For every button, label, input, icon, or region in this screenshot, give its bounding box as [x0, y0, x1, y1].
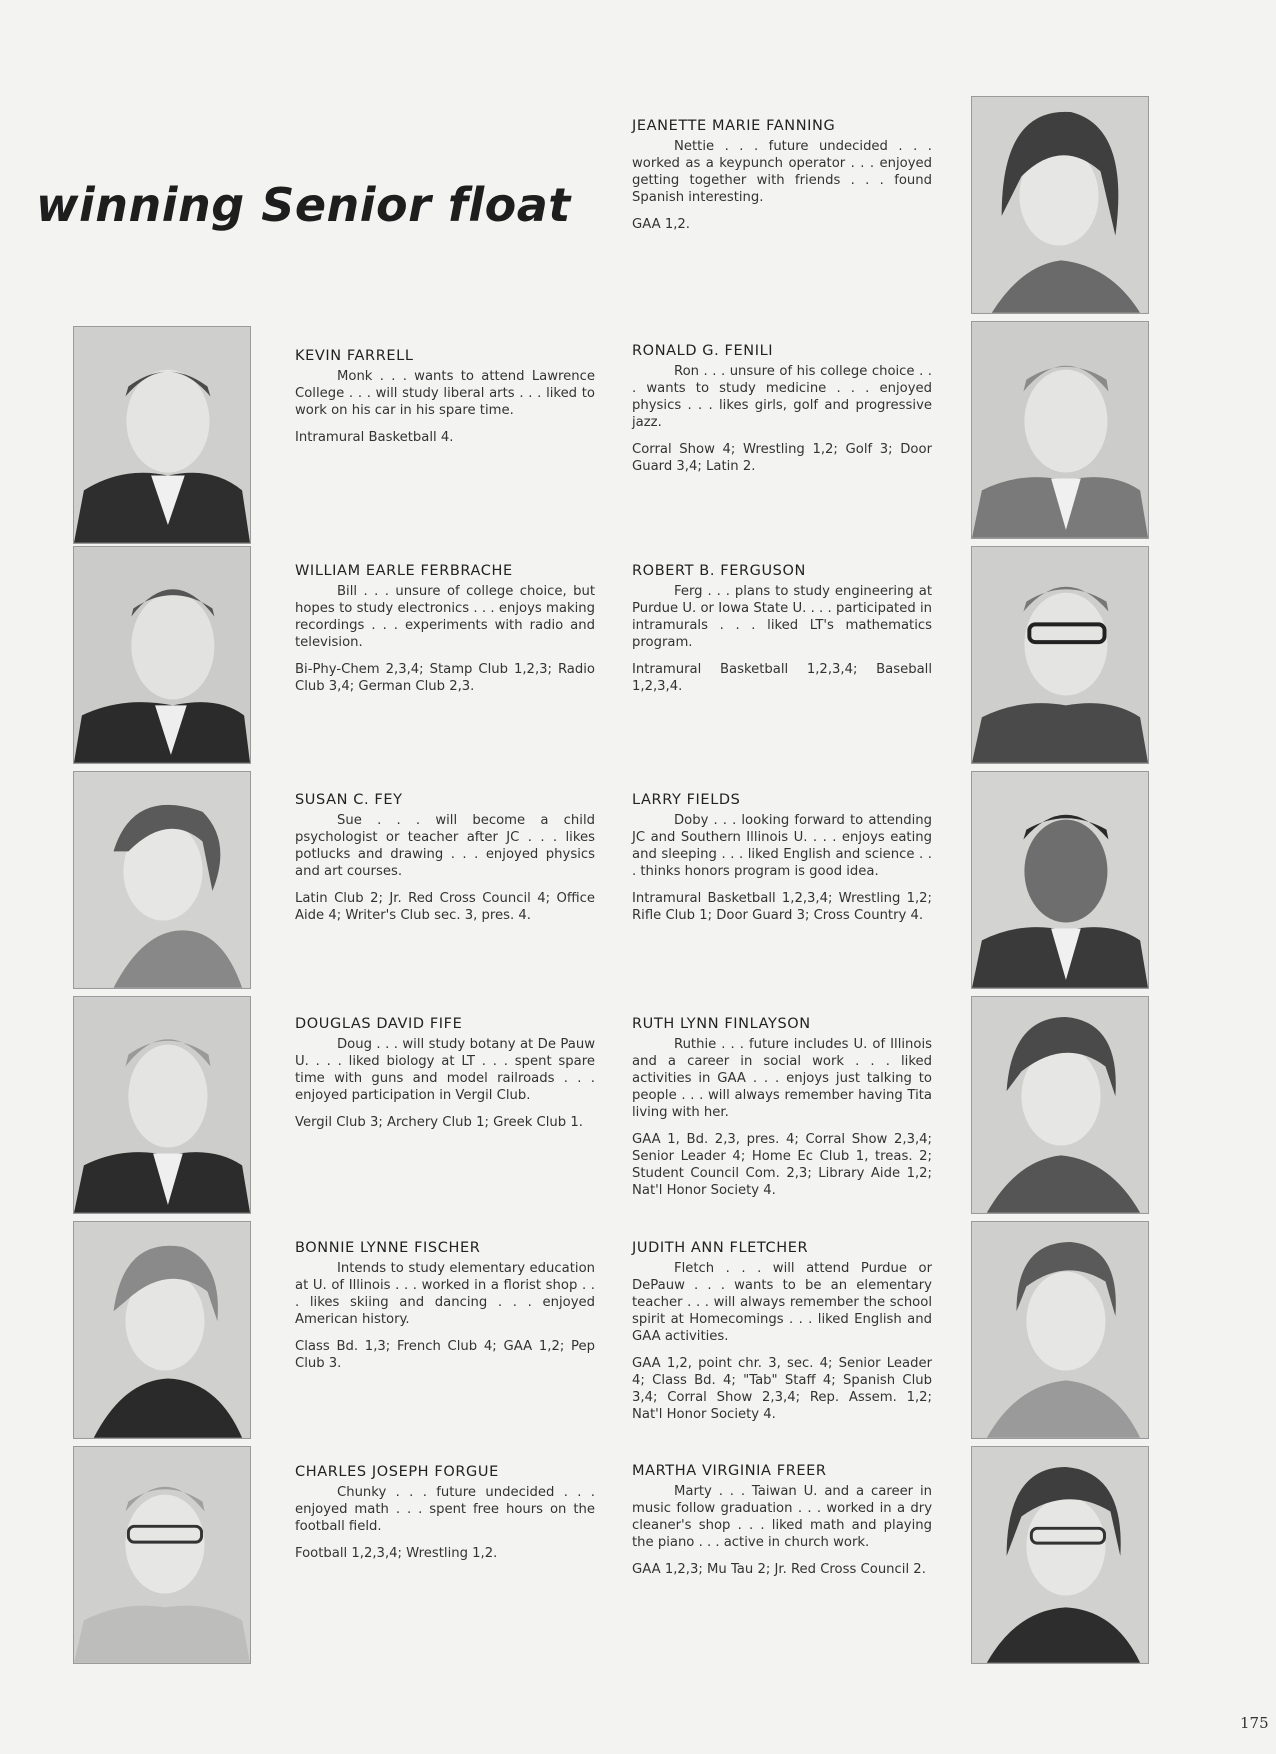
- portrait-photo: [971, 1221, 1149, 1439]
- student-name: JUDITH ANN FLETCHER: [632, 1240, 809, 1256]
- portrait-photo: [73, 1446, 251, 1664]
- student-entry: [295, 563, 595, 695]
- student-activities: Latin Club 2; Jr. Red Cross Council 4; Office Aide 4; Writer's Club sec. 3, pres. 4.: [295, 891, 595, 923]
- student-bio: Fletch . . . will attend Purdue or DePauw . . . wants to be an elementary teacher . . . will always remember the school spirit at Homecomings . . . liked English and GAA activities.: [632, 1261, 932, 1344]
- student-name: LARRY FIELDS: [632, 792, 741, 808]
- portrait-photo: [73, 546, 251, 764]
- student-bio: Intends to study elementary education at U. of Illinois . . . worked in a florist shop . . . likes skiing and dancing . . . enjoyed American history.: [295, 1261, 595, 1327]
- portrait-photo: [73, 1221, 251, 1439]
- student-entry: [295, 1240, 595, 1372]
- student-activities: Vergil Club 3; Archery Club 1; Greek Club 1.: [295, 1115, 583, 1130]
- student-activities: GAA 1,2,3; Mu Tau 2; Jr. Red Cross Council 2.: [632, 1562, 926, 1577]
- student-entry: [295, 1016, 595, 1131]
- student-name: JEANETTE MARIE FANNING: [632, 118, 836, 134]
- portrait-photo: [971, 771, 1149, 989]
- student-name: SUSAN C. FEY: [295, 792, 403, 808]
- student-bio: Bill . . . unsure of college choice, but hopes to study electronics . . . enjoys making recordings . . . experiments with radio and television.: [295, 584, 595, 650]
- student-bio: Ron . . . unsure of his college choice . . . wants to study medicine . . . enjoyed physics . . . likes girls, golf and progressive jazz.: [632, 364, 932, 430]
- student-name: WILLIAM EARLE FERBRACHE: [295, 563, 513, 579]
- student-entry: [295, 1464, 595, 1562]
- page-heading: winning Senior float: [36, 178, 571, 232]
- student-entry: [632, 1016, 932, 1199]
- student-name: CHARLES JOSEPH FORGUE: [295, 1464, 499, 1480]
- student-bio: Sue . . . will become a child psychologist or teacher after JC . . . likes potlucks and drawing . . . enjoyed physics and art courses.: [295, 813, 595, 879]
- student-activities: GAA 1,2, point chr. 3, sec. 4; Senior Leader 4; Class Bd. 4; "Tab" Staff 4; Spanish Club 3,4; Corral Show 2,3,4; Rep. Assem. 1,2; Nat'l Honor Society 4.: [632, 1356, 932, 1422]
- student-activities: GAA 1,2.: [632, 217, 690, 232]
- portrait-photo: [73, 326, 251, 544]
- student-activities: Class Bd. 1,3; French Club 4; GAA 1,2; Pep Club 3.: [295, 1339, 595, 1371]
- student-bio: Doby . . . looking forward to attending JC and Southern Illinois U. . . . enjoys eating and sleeping . . . liked English and science . . . thinks honors program is good idea.: [632, 813, 932, 879]
- student-activities: Intramural Basketball 4.: [295, 430, 454, 445]
- student-activities: Football 1,2,3,4; Wrestling 1,2.: [295, 1546, 498, 1561]
- student-entry: [295, 348, 595, 446]
- student-entry: [632, 563, 932, 695]
- student-name: MARTHA VIRGINIA FREER: [632, 1463, 827, 1479]
- page-number: 175: [1240, 1714, 1269, 1732]
- student-entry: [295, 792, 595, 924]
- student-bio: Doug . . . will study botany at De Pauw U. . . . liked biology at LT . . . spent spare time with guns and model railroads . . . enjoyed participation in Vergil Club.: [295, 1037, 595, 1103]
- portrait-photo: [73, 996, 251, 1214]
- student-bio: Ferg . . . plans to study engineering at Purdue U. or Iowa State U. . . . participated in intramurals . . . liked LT's mathematics program.: [632, 584, 932, 650]
- student-bio: Ruthie . . . future includes U. of Illinois and a career in social work . . . liked activities in GAA . . . enjoys just talking to people . . . will always remember having Tita living with her.: [632, 1037, 932, 1120]
- student-activities: Corral Show 4; Wrestling 1,2; Golf 3; Door Guard 3,4; Latin 2.: [632, 442, 932, 474]
- student-name: BONNIE LYNNE FISCHER: [295, 1240, 481, 1256]
- student-bio: Nettie . . . future undecided . . . worked as a keypunch operator . . . enjoyed getting together with friends . . . found Spanish interesting.: [632, 139, 932, 205]
- portrait-photo: [971, 1446, 1149, 1664]
- student-name: ROBERT B. FERGUSON: [632, 563, 806, 579]
- portrait-photo: [971, 546, 1149, 764]
- student-name: RONALD G. FENILI: [632, 343, 774, 359]
- student-name: KEVIN FARRELL: [295, 348, 414, 364]
- student-entry: [632, 1240, 932, 1423]
- student-name: RUTH LYNN FINLAYSON: [632, 1016, 811, 1032]
- student-entry: [632, 343, 932, 475]
- student-activities: Intramural Basketball 1,2,3,4; Baseball 1,2,3,4.: [632, 662, 932, 694]
- student-entry: [632, 1463, 932, 1578]
- student-name: DOUGLAS DAVID FIFE: [295, 1016, 463, 1032]
- student-bio: Marty . . . Taiwan U. and a career in music follow graduation . . . worked in a dry cleaner's shop . . . liked math and playing the piano . . . active in church work.: [632, 1484, 932, 1550]
- student-activities: GAA 1, Bd. 2,3, pres. 4; Corral Show 2,3,4; Senior Leader 4; Home Ec Club 1, treas. 2; Student Council Com. 2,3; Library Aide 1,2; Nat'l Honor Society 4.: [632, 1132, 932, 1198]
- student-bio: Monk . . . wants to attend Lawrence College . . . will study liberal arts . . . liked to work on his car in his spare time.: [295, 369, 595, 418]
- portrait-photo: [971, 321, 1149, 539]
- student-activities: Bi-Phy-Chem 2,3,4; Stamp Club 1,2,3; Radio Club 3,4; German Club 2,3.: [295, 662, 595, 694]
- student-activities: Intramural Basketball 1,2,3,4; Wrestling 1,2; Rifle Club 1; Door Guard 3; Cross Country 4.: [632, 891, 932, 923]
- portrait-photo: [971, 996, 1149, 1214]
- student-entry: [632, 792, 932, 924]
- portrait-photo: [73, 771, 251, 989]
- student-entry: [632, 118, 932, 233]
- portrait-photo: [971, 96, 1149, 314]
- student-bio: Chunky . . . future undecided . . . enjoyed math . . . spent free hours on the football field.: [295, 1485, 595, 1534]
